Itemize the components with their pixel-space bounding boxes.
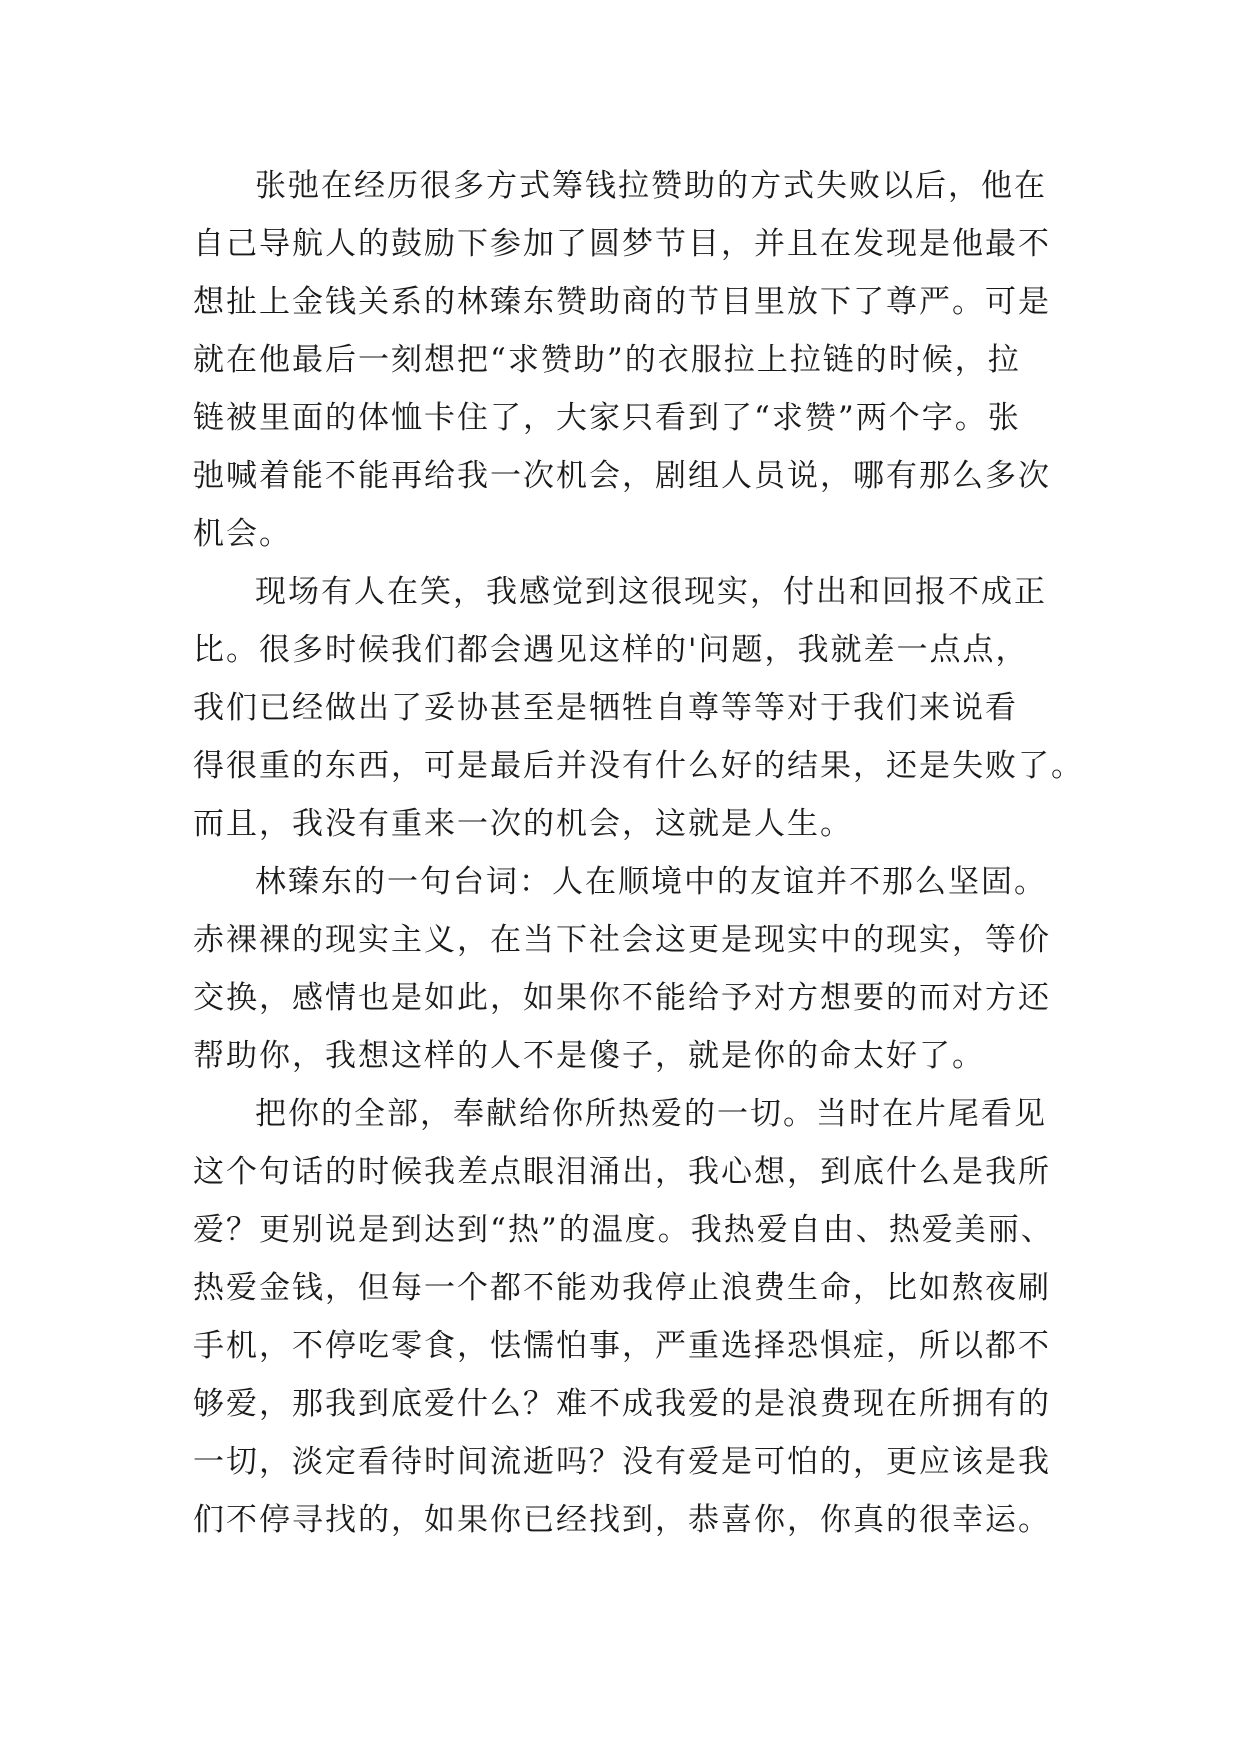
paragraph-1-line-5: 链被里面的体恤卡住了，大家只看到了“求赞”两个字。张 — [193, 400, 1021, 436]
paragraph-1-line-2: 自己导航人的鼓励下参加了圆梦节目，并且在发现是他最不 — [193, 226, 1051, 262]
paragraph-4-line-6: 够爱，那我到底爱什么？难不成我爱的是浪费现在所拥有的 — [193, 1386, 1051, 1422]
paragraph-1-line-4: 就在他最后一刻想把“求赞助”的衣服拉上拉链的时候，拉 — [193, 342, 1021, 378]
paragraph-4-line-2: 这个句话的时候我差点眼泪涌出，我心想，到底什么是我所 — [193, 1154, 1051, 1190]
paragraph-4-line-1: 把你的全部，奉献给你所热爱的一切。当时在片尾看见 — [255, 1096, 1047, 1132]
paragraph-1-line-1: 张弛在经历很多方式筹钱拉赞助的方式失败以后，他在 — [255, 168, 1047, 204]
paragraph-4-line-4: 热爱金钱，但每一个都不能劝我停止浪费生命，比如熬夜刷 — [193, 1270, 1051, 1306]
paragraph-4-line-3: 爱？更别说是到达到“热”的温度。我热爱自由、热爱美丽、 — [193, 1212, 1054, 1248]
paragraph-1-line-6: 弛喊着能不能再给我一次机会，剧组人员说，哪有那么多次 — [193, 458, 1051, 494]
paragraph-2-line-3: 我们已经做出了妥协甚至是牺牲自尊等等对于我们来说看 — [193, 690, 1018, 726]
paragraph-4-line-7: 一切，淡定看待时间流逝吗？没有爱是可怕的，更应该是我 — [193, 1444, 1051, 1480]
paragraph-3-line-3: 交换，感情也是如此，如果你不能给予对方想要的而对方还 — [193, 980, 1051, 1016]
paragraph-2-line-2: 比。很多时候我们都会遇见这样的'问题，我就差一点点， — [193, 632, 1029, 668]
paragraph-1-line-3: 想扯上金钱关系的林臻东赞助商的节目里放下了尊严。可是 — [193, 284, 1051, 320]
paragraph-2-line-5: 而且，我没有重来一次的机会，这就是人生。 — [193, 806, 853, 842]
paragraph-4-line-5: 手机，不停吃零食，怯懦怕事，严重选择恐惧症，所以都不 — [193, 1328, 1051, 1364]
paragraph-2-line-4: 得很重的东西，可是最后并没有什么好的结果，还是失败了。 — [193, 748, 1084, 784]
paragraph-4-line-8: 们不停寻找的，如果你已经找到，恭喜你，你真的很幸运。 — [193, 1502, 1051, 1538]
paragraph-1-line-7: 机会。 — [193, 516, 292, 552]
paragraph-3-line-2: 赤裸裸的现实主义，在当下社会这更是现实中的现实，等价 — [193, 922, 1051, 958]
paragraph-3-line-1: 林臻东的一句台词：人在顺境中的友谊并不那么坚固。 — [255, 864, 1047, 900]
paragraph-2-line-1: 现场有人在笑，我感觉到这很现实，付出和回报不成正 — [255, 574, 1047, 610]
paragraph-3-line-4: 帮助你，我想这样的人不是傻子，就是你的命太好了。 — [193, 1038, 985, 1074]
